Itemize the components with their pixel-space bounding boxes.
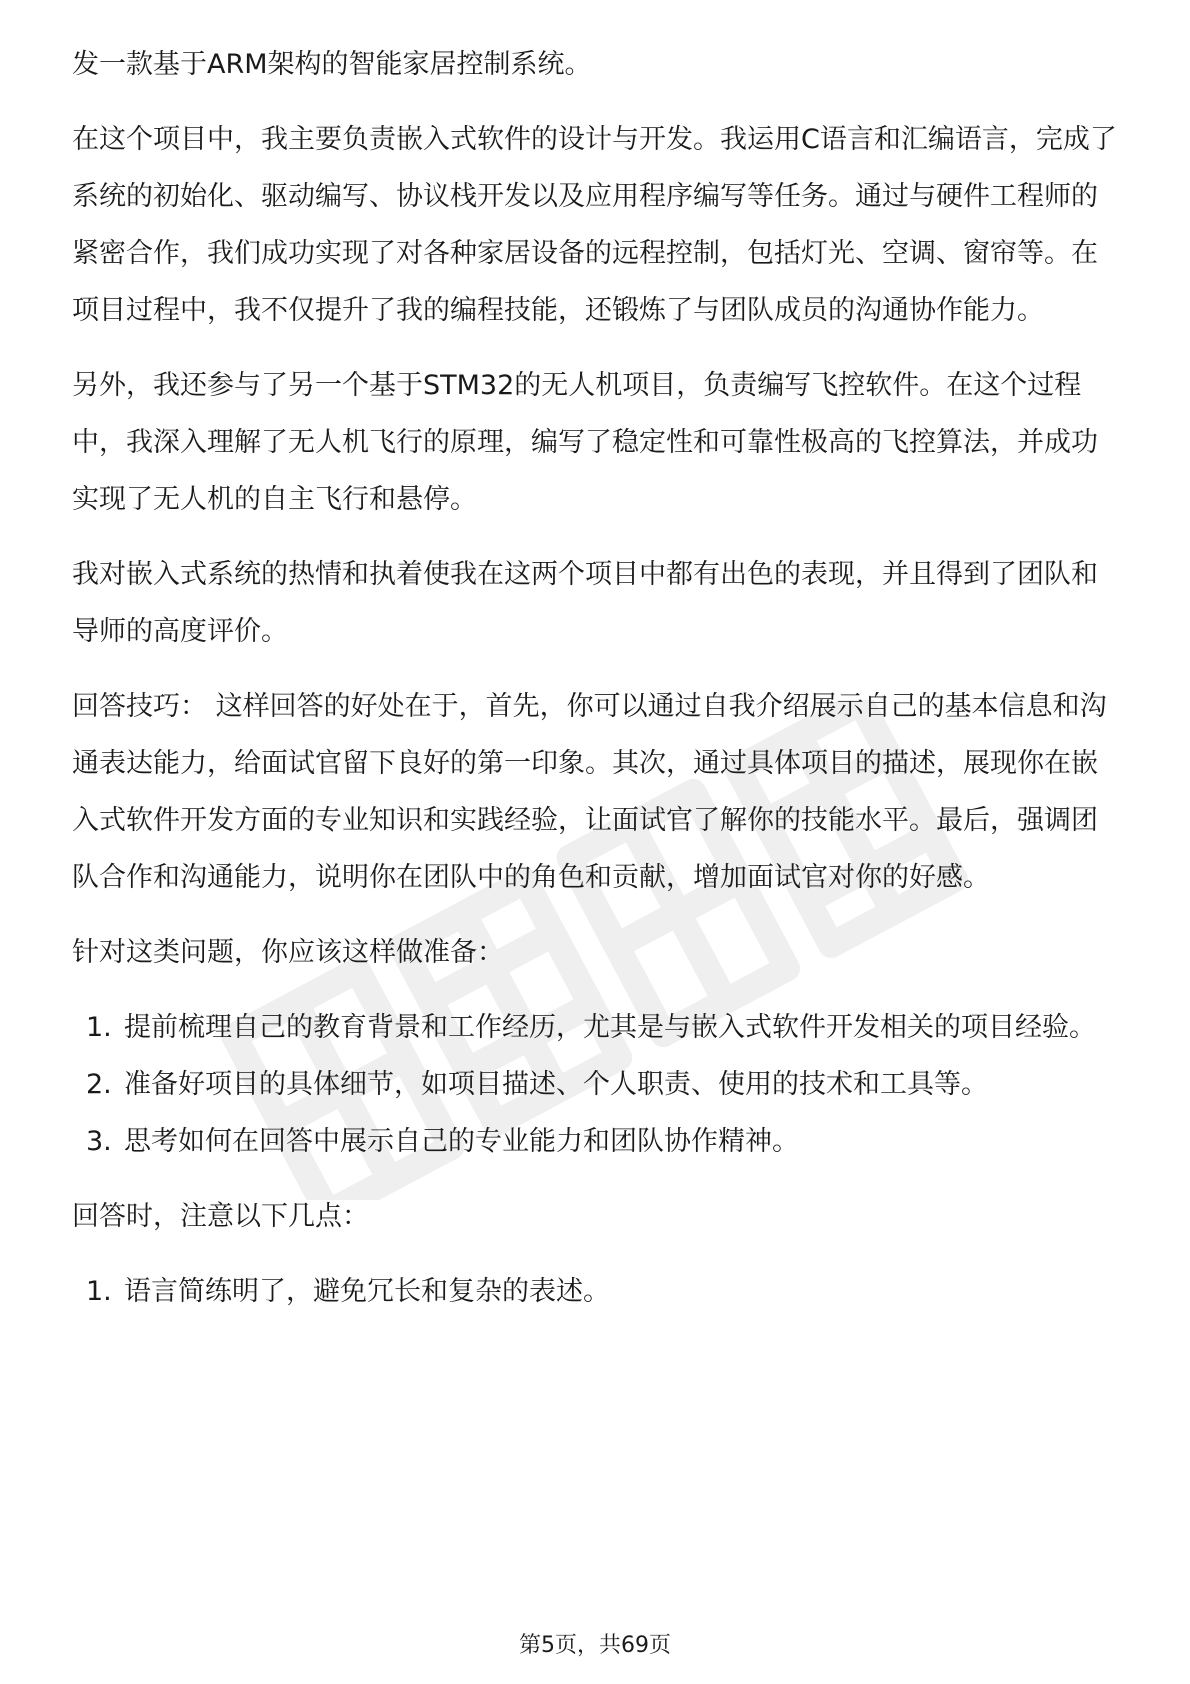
- list-item: [72, 1263, 1122, 1320]
- notes-list: [72, 1263, 1122, 1320]
- paragraph-1: 发一款基于ARM架构的智能家居控制系统。: [72, 49, 592, 80]
- list-number: 3.: [86, 1126, 112, 1157]
- list-item: [72, 999, 1122, 1056]
- notes-heading: 回答时，注意以下几点：: [72, 1201, 369, 1232]
- prep-list: [72, 999, 1122, 1170]
- answer-tips: 回答技巧： 这样回答的好处在于，首先，你可以通过自我介绍展示自己的基本信息和沟通表达能力，给面试官留下良好的第一印象。其次，通过具体项目的描述，展现你在嵌入式软件开发方面的专业知识和实践经验，让面试官了解你的技能水平。最后，强调团队合作和沟通能力，说明你在团队中的角色和贡献，增加面试官对你的好感。: [72, 691, 1107, 893]
- prep-heading: 针对这类问题，你应该这样做准备：: [72, 937, 504, 968]
- list-text: 语言简练明了，避免冗长和复杂的表述。: [124, 1276, 610, 1307]
- paragraph-4: 我对嵌入式系统的热情和执着使我在这两个项目中都有出色的表现，并且得到了团队和导师的高度评价。: [72, 559, 1098, 647]
- list-number: 1.: [86, 1276, 112, 1307]
- document-body: [72, 36, 1122, 1320]
- paragraph-2: 在这个项目中，我主要负责嵌入式软件的设计与开发。我运用C语言和汇编语言，完成了系统的初始化、驱动编写、协议栈开发以及应用程序编写等任务。通过与硬件工程师的紧密合作，我们成功实现了对各种家居设备的远程控制，包括灯光、空调、窗帘等。在项目过程中，我不仅提升了我的编程技能，还锻炼了与团队成员的沟通协作能力。: [72, 124, 1117, 326]
- list-text: 思考如何在回答中展示自己的专业能力和团队协作精神。: [124, 1126, 799, 1157]
- list-text: 准备好项目的具体细节，如项目描述、个人职责、使用的技术和工具等。: [124, 1069, 988, 1100]
- list-item: [72, 1113, 1122, 1170]
- list-number: 2.: [86, 1069, 112, 1100]
- paragraph-3: 另外，我还参与了另一个基于STM32的无人机项目，负责编写飞控软件。在这个过程中，我深入理解了无人机飞行的原理，编写了稳定性和可靠性极高的飞控算法，并成功实现了无人机的自主飞行和悬停。: [72, 370, 1098, 515]
- list-text: 提前梳理自己的教育背景和工作经历，尤其是与嵌入式软件开发相关的项目经验。: [124, 1012, 1096, 1043]
- list-number: 1.: [86, 1012, 112, 1043]
- list-item: [72, 1056, 1122, 1113]
- page-footer: 第5页，共69页: [519, 1633, 671, 1658]
